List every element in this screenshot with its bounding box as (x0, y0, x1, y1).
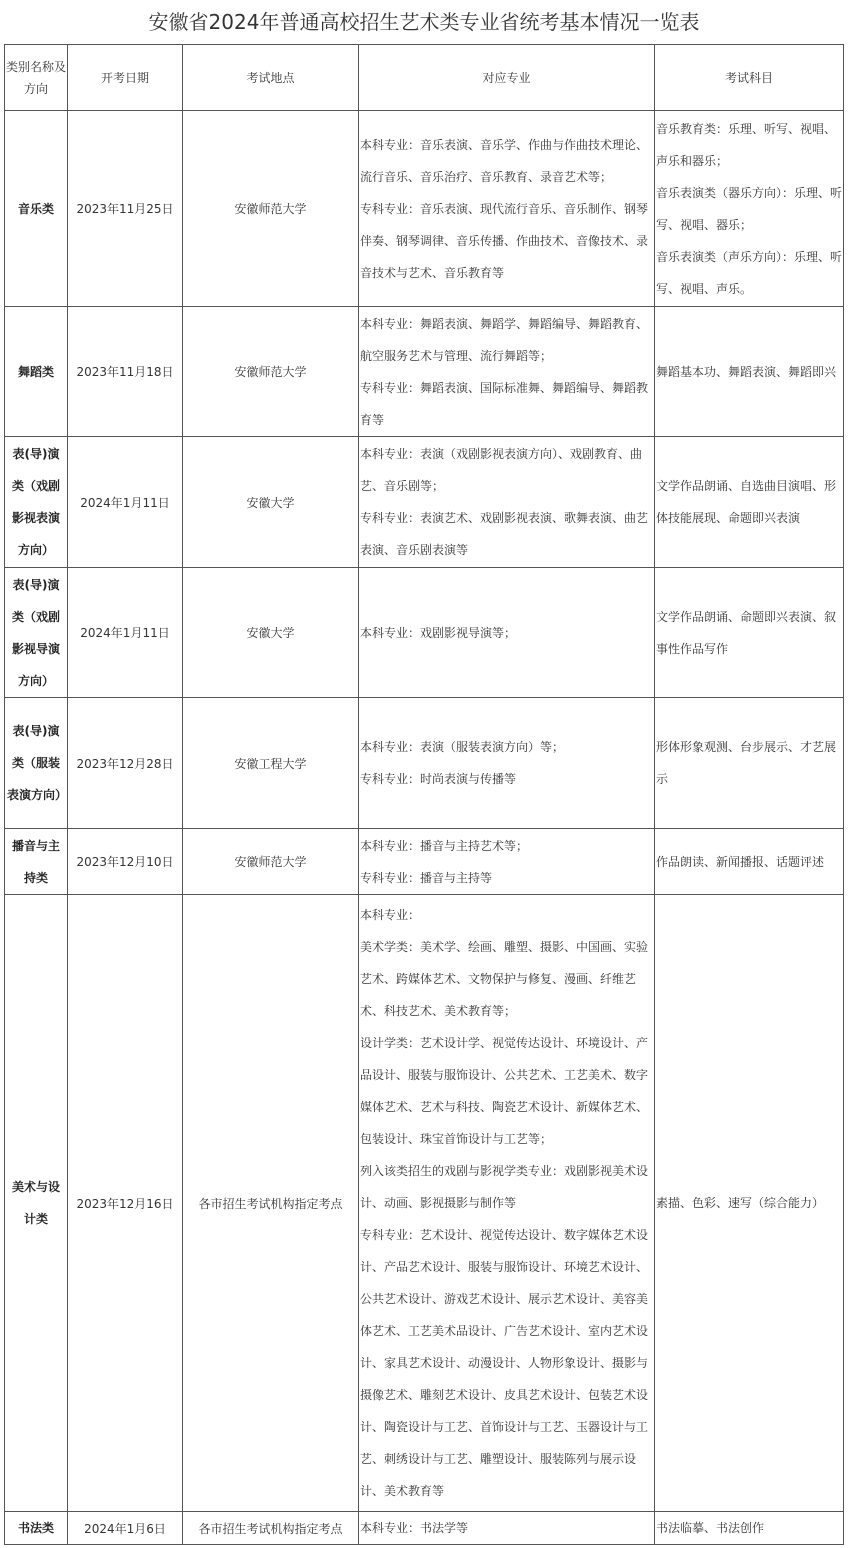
category-cell: 音乐类 (5, 111, 68, 307)
subject-cell (655, 895, 844, 1512)
category-cell: 表(导)演类（戏剧影视表演方向） (5, 437, 68, 568)
major-line: 本科专业： (360, 908, 421, 922)
subject-line: 形体形象观测、台步展示、才艺展示 (656, 740, 837, 786)
subject-cell (655, 568, 844, 698)
category-cell: 表(导)演类（服装表演方向） (5, 698, 68, 829)
place-cell: 安徽大学 (183, 437, 359, 568)
major-line: 设计学类：艺术设计学、视觉传达设计、环境设计、产品设计、服装与服饰设计、公共艺术、工艺美术、数字媒体艺术、艺术与科技、陶瓷艺术设计、新媒体艺术、包装设计、珠宝首饰设计与工艺等； (360, 1036, 649, 1146)
major-cell (359, 698, 655, 829)
major-cell (359, 829, 655, 895)
header-subject: 考试科目 (655, 45, 844, 111)
major-line: 本科专业：表演（服装表演方向）等； (360, 740, 565, 754)
subject-cell (655, 111, 844, 307)
header-row (5, 45, 844, 111)
major-line: 专科专业：舞蹈表演、国际标准舞、舞蹈编导、舞蹈教育等 (360, 380, 649, 427)
header-category: 类别名称及方向 (5, 45, 68, 111)
place-cell: 安徽师范大学 (183, 307, 359, 437)
subject-line: 音乐教育类：乐理、听写、视唱、声乐和器乐； (656, 121, 837, 168)
category-cell: 书法类 (5, 1512, 68, 1545)
subject-cell (655, 307, 844, 437)
subject-line: 文学作品朗诵、自选曲目演唱、形体技能展现、命题即兴表演 (656, 479, 837, 525)
date-cell: 2023年11月25日 (68, 111, 183, 307)
category-cell: 表(导)演类（戏剧影视导演方向） (5, 568, 68, 698)
subject-line: 素描、色彩、速写（综合能力） (656, 1196, 825, 1210)
table-row (5, 895, 844, 1512)
category-cell: 播音与主持类 (5, 829, 68, 895)
subject-cell (655, 437, 844, 568)
date-cell: 2024年1月6日 (68, 1512, 183, 1545)
major-cell (359, 437, 655, 568)
place-cell: 安徽大学 (183, 568, 359, 698)
place-cell: 安徽师范大学 (183, 829, 359, 895)
major-line: 本科专业：音乐表演、音乐学、作曲与作曲技术理论、流行音乐、音乐治疗、音乐教育、录音艺术等； (360, 137, 649, 184)
place-cell: 各市招生考试机构指定考点 (183, 1512, 359, 1545)
subject-line: 音乐表演类（声乐方向）：乐理、听写、视唱、声乐。 (656, 249, 843, 296)
table-row (5, 111, 844, 307)
major-line: 专科专业：播音与主持等 (360, 870, 493, 885)
table-row (5, 1512, 844, 1545)
table-row (5, 568, 844, 698)
major-line: 专科专业：表演艺术、戏剧影视表演、歌舞表演、曲艺表演、音乐剧表演等 (360, 511, 649, 557)
place-cell: 安徽工程大学 (183, 698, 359, 829)
major-line: 美术学类：美术学、绘画、雕塑、摄影、中国画、实验艺术、跨媒体艺术、文物保护与修复、漫画、纤维艺术、科技艺术、美术教育等； (360, 940, 649, 1018)
date-cell: 2023年12月16日 (68, 895, 183, 1512)
table-row (5, 698, 844, 829)
table-row (5, 829, 844, 895)
date-cell: 2023年11月18日 (68, 307, 183, 437)
major-line: 本科专业：舞蹈表演、舞蹈学、舞蹈编导、舞蹈教育、航空服务艺术与管理、流行舞蹈等； (360, 316, 649, 363)
major-line: 本科专业：戏剧影视导演等； (360, 625, 517, 640)
subject-line: 书法临摹、书法创作 (656, 1521, 765, 1535)
date-cell: 2024年1月11日 (68, 437, 183, 568)
major-cell (359, 307, 655, 437)
major-line: 本科专业：书法学等 (360, 1521, 469, 1535)
category-cell: 舞蹈类 (5, 307, 68, 437)
major-line: 列入该类招生的戏剧与影视学类专业：戏剧影视美术设计、动画、影视摄影与制作等 (360, 1164, 649, 1210)
page-title: 安徽省2024年普通高校招生艺术类专业省统考基本情况一览表 (148, 10, 700, 34)
exam-info-table (4, 44, 844, 1545)
subject-line: 文学作品朗诵、命题即兴表演、叙事性作品写作 (656, 609, 837, 656)
major-line: 专科专业：艺术设计、视觉传达设计、数字媒体艺术设计、产品艺术设计、服装与服饰设计、环境艺术设计、公共艺术设计、游戏艺术设计、展示艺术设计、美容美体艺术、工艺美术品设计、广告艺术设计、室内艺术设计、家具艺术设计、动漫设计、人物形象设计、摄影与摄像艺术、雕刻艺术设计、皮具艺术设计、包装艺术设计、陶瓷设计与工艺、首饰设计与工艺、玉器设计与工艺、刺绣设计与工艺、雕塑设计、服装陈列与展示设计、美术教育等 (360, 1228, 649, 1498)
subject-cell (655, 829, 844, 895)
place-cell: 安徽师范大学 (183, 111, 359, 307)
place-cell: 各市招生考试机构指定考点 (183, 895, 359, 1512)
major-line: 本科专业：播音与主持艺术等； (360, 838, 529, 853)
major-line: 专科专业：时尚表演与传播等 (360, 772, 517, 786)
header-major: 对应专业 (359, 45, 655, 111)
header-place: 考试地点 (183, 45, 359, 111)
subject-cell (655, 1512, 844, 1545)
subject-line: 音乐表演类（器乐方向）：乐理、听写、视唱、器乐； (656, 185, 843, 232)
table-row (5, 307, 844, 437)
date-cell: 2023年12月28日 (68, 698, 183, 829)
major-line: 本科专业：表演（戏剧影视表演方向）、戏剧教育、曲艺、音乐剧等； (360, 447, 643, 493)
header-date: 开考日期 (68, 45, 183, 111)
date-cell: 2024年1月11日 (68, 568, 183, 698)
category-cell: 美术与设计类 (5, 895, 68, 1512)
date-cell: 2023年12月10日 (68, 829, 183, 895)
major-line: 专科专业：音乐表演、现代流行音乐、音乐制作、钢琴伴奏、钢琴调律、音乐传播、作曲技术、音像技术、录音技术与艺术、音乐教育等 (360, 201, 649, 280)
major-cell (359, 895, 655, 1512)
major-cell (359, 111, 655, 307)
subject-line: 作品朗读、新闻播报、话题评述 (656, 854, 825, 869)
subject-cell (655, 698, 844, 829)
major-cell (359, 1512, 655, 1545)
table-row (5, 437, 844, 568)
subject-line: 舞蹈基本功、舞蹈表演、舞蹈即兴 (656, 364, 837, 379)
major-cell (359, 568, 655, 698)
